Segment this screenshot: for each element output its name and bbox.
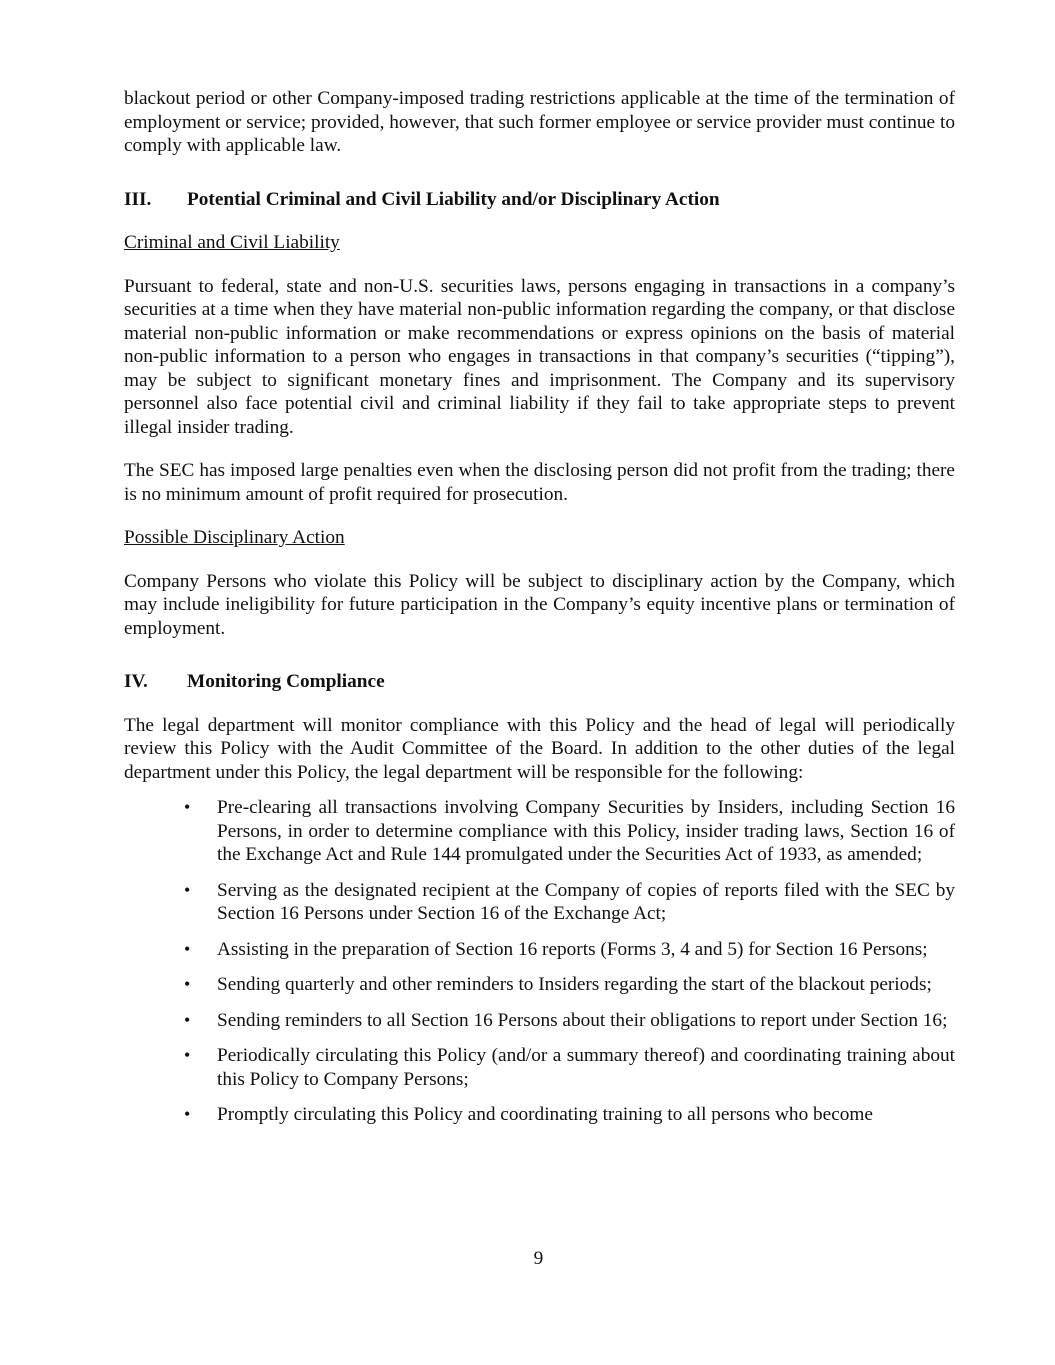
section-3-title: Potential Criminal and Civil Liability and/or Disciplinary Action bbox=[187, 188, 720, 210]
document-page bbox=[124, 87, 955, 1139]
intro-paragraph: blackout period or other Company-imposed trading restrictions applicable at the time of the termination of employment or service; provided, however, that such former employee or service provider must continue to comply with applicable law. bbox=[124, 88, 955, 156]
list-item: • Assisting in the preparation of Section 16 reports (Forms 3, 4 and 5) for Section 16 Persons; bbox=[184, 938, 928, 960]
responsibilities-list bbox=[124, 796, 955, 1127]
list-item: • Sending reminders to all Section 16 Persons about their obligations to report under Section 16; bbox=[184, 1009, 948, 1031]
bullet-icon: • bbox=[184, 797, 191, 817]
section-3-number: III. bbox=[124, 188, 152, 210]
disciplinary-paragraph: Company Persons who violate this Policy will be subject to disciplinary action by the Company, which may include ineligibility for future participation in the Company’s equity incentive plans or termination of employment. bbox=[124, 570, 955, 639]
bullet-icon: • bbox=[184, 879, 191, 900]
bullet-icon: • bbox=[184, 1009, 191, 1030]
section-4-title: Monitoring Compliance bbox=[187, 671, 385, 692]
liability-paragraph-1: Pursuant to federal, state and non-U.S. securities laws, persons engaging in transactions in a company’s securities at a time when they have material non-public information regarding the company, or that disclose material non-public information or make recommendations or express opinions on the basis of material non-public information to a person who engages in transactions in that company’s securities (“tipping”), may be subject to significant monetary fines and imprisonment. The Company and its supervisory personnel also face potential civil and criminal liability if they fail to take appropriate steps to prevent illegal insider trading. bbox=[124, 275, 955, 438]
subheading-disciplinary-action: Possible Disciplinary Action bbox=[124, 527, 345, 548]
page-number: 9 bbox=[533, 1248, 544, 1269]
list-item: • Pre-clearing all transactions involving Company Securities by Insiders, including Section 16 Persons, in order to determine compliance with this Policy, insider trading laws, Section 16 of the Exchange Act and Rule 144 promulgated under the Securities Act of 1933, as amended; bbox=[184, 797, 955, 865]
section-4-number: IV. bbox=[124, 671, 148, 692]
section-3-heading bbox=[124, 188, 955, 212]
subheading-criminal-civil-liability: Criminal and Civil Liability bbox=[124, 232, 340, 253]
list-item: • Sending quarterly and other reminders to Insiders regarding the start of the blackout periods; bbox=[184, 974, 932, 995]
bullet-icon: • bbox=[184, 1045, 191, 1065]
section-4-heading bbox=[124, 670, 955, 694]
monitoring-paragraph: The legal department will monitor compliance with this Policy and the head of legal will periodically review this Policy with the Audit Committee of the Board. In addition to the other duties of the legal department under this Policy, the legal department will be responsible for the following: bbox=[124, 714, 955, 783]
liability-paragraph-2: The SEC has imposed large penalties even when the disclosing person did not profit from the trading; there is no minimum amount of profit required for prosecution. bbox=[124, 460, 955, 505]
bullet-icon: • bbox=[184, 1104, 191, 1124]
bullet-icon: • bbox=[184, 938, 191, 959]
list-item: • Promptly circulating this Policy and coordinating training to all persons who become bbox=[184, 1104, 873, 1125]
list-item: • Periodically circulating this Policy (and/or a summary thereof) and coordinating training about this Policy to Company Persons; bbox=[184, 1045, 955, 1090]
bullet-icon: • bbox=[184, 974, 191, 994]
list-item: • Serving as the designated recipient at the Company of copies of reports filed with the SEC by Section 16 Persons under Section 16 of the Exchange Act; bbox=[184, 879, 955, 924]
